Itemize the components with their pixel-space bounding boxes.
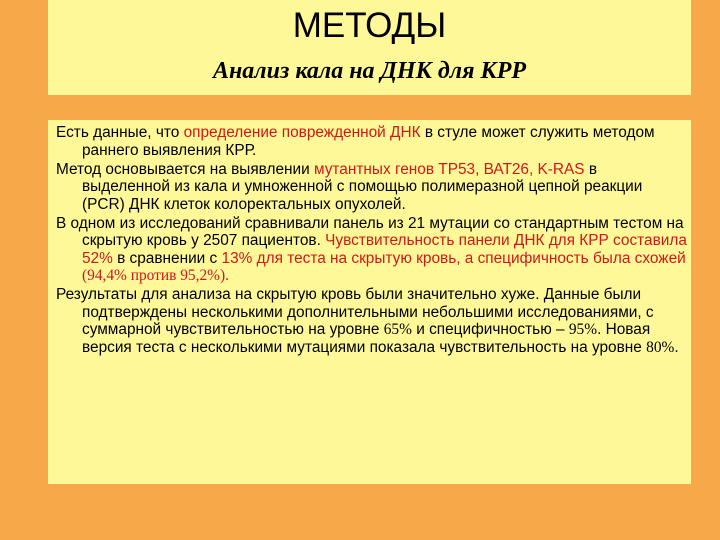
number-text: 65% [383,321,412,338]
text-segment: Результаты для анализа на скрытую кровь были значительно хуже. Данные были подтверждены несколькими дополнительными небольшими исследованиями, с суммарной чувствительностью на уровне [56,286,654,338]
text-segment: в сравнении с [112,249,222,267]
text-segment: в стуле может служить методом раннего выявления КРР. [82,124,655,159]
slide-header [48,0,691,95]
paragraph-3 [56,215,687,285]
text-segment: . [674,338,679,356]
highlight-text: определение поврежденной ДНК [183,124,421,141]
paragraph-1 [56,124,687,159]
text-segment: в выделенной из кала и умноженной с помощью полимеразной цепной реакции (PCR) ДНК клеток колоректальных опухолей. [82,160,643,213]
slide-subtitle: Анализ кала на ДНК для КРР [212,58,527,84]
highlight-text: 13% для теста на скрытую кровь, а специфичность была схожей [221,249,686,267]
text-segment: В одном из исследований сравнивали панель из 21 мутации со стандартным тестом на скрытую кровь у 2507 пациентов. [56,214,684,249]
highlight-text: (94,4% против 95,2%). [82,267,229,284]
highlight-text: мутантных генов ТР53, ВАТ26, K-RAS [313,160,585,178]
slide-body [48,120,691,484]
text-segment: . Новая версия теста с несколькими мутациями показала чувствительность на уровне [82,321,651,356]
slide-title: МЕТОДЫ [292,6,447,45]
text-segment: Метод основывается на выявлении [56,160,314,178]
paragraph-2 [56,161,687,214]
text-segment: и специфичностью – [411,321,569,338]
number-text: 80% [646,338,675,356]
highlight-text: Чувствительность панели ДНК для КРР составила 52% [82,232,687,267]
paragraph-4 [56,286,687,356]
number-text: 95% [568,321,598,338]
text-segment: Есть данные, что [56,124,184,141]
